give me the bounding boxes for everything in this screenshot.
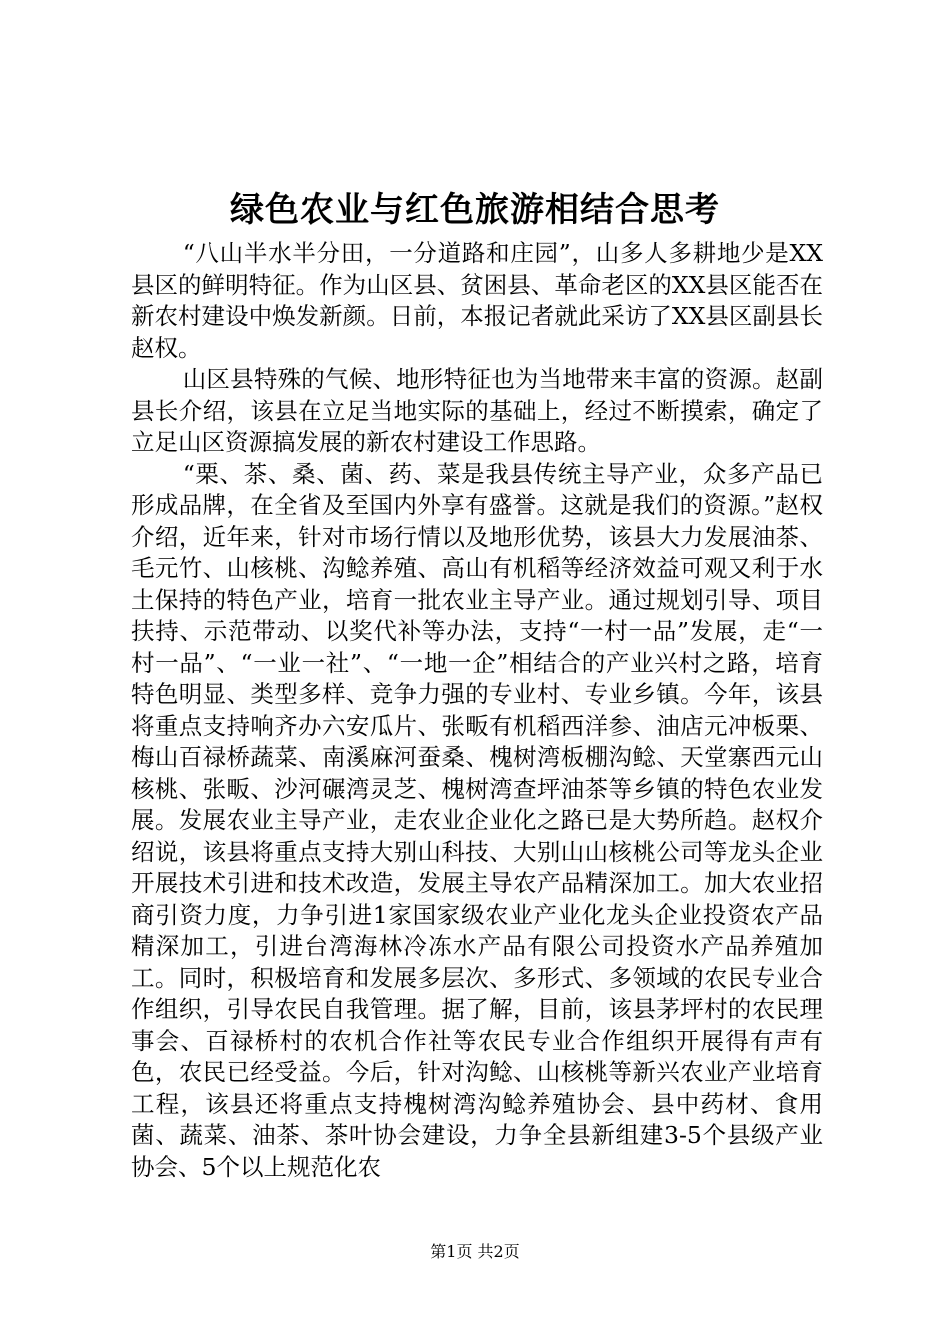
- document-title: 绿色农业与红色旅游相结合思考: [230, 190, 720, 230]
- page-number: 第1页 共2页: [430, 1242, 520, 1261]
- paragraph-intro: “八山半水半分田，一分道路和庄园”，山多人多耕地少是XX县区的鲜明特征。作为山区县、贫困县、革命老区的XX县区能否在新农村建设中焕发新颜。日前，本报记者就此采访了XX县区副县长赵权。: [131, 239, 823, 362]
- document-body: [131, 238, 823, 1183]
- paragraph-industry: “栗、茶、桑、菌、药、菜是我县传统主导产业，众多产品已形成品牌，在全省及至国内外享有盛誉。这就是我们的资源。”赵权介绍，近年来，针对市场行情以及地形优势，该县大力发展油茶、毛元竹、山核桃、沟鲶养殖、高山有机稻等经济效益可观又利于水土保持的特色产业，培育一批农业主导产业。通过规划引导、项目扶持、示范带动、以奖代补等办法，支持“一村一品”发展，走“一村一品”、“一业一社”、“一地一企”相结合的产业兴村之路，培育特色明显、类型多样、竞争力强的专业村、专业乡镇。今年，该县将重点支持响齐办六安瓜片、张畈有机稻西洋参、油店元冲板栗、梅山百禄桥蔬菜、南溪麻河蚕桑、槐树湾板棚沟鲶、天堂寨西元山核桃、张畈、沙河碾湾灵芝、槐树湾查坪油茶等乡镇的特色农业发展。发展农业主导产业，走农业企业化之路已是大势所趋。赵权介绍说，该县将重点支持大别山科技、大别山山核桃公司等龙头企业开展技术引进和技术改造，发展主导农产品精深加工。加大农业招商引资力度，力争引进1家国家级农业产业化龙头企业投资农产品精深加工，引进台湾海林冷冻水产品有限公司投资水产品养殖加工。同时，积极培育和发展多层次、多形式、多领域的农民专业合作组织，引导农民自我管理。据了解，目前，该县茅坪村的农民理事会、百禄桥村的农机合作社等农民专业合作组织开展得有声有色，农民已经受益。今后，针对沟鲶、山核桃等新兴农业产业培育工程，该县还将重点支持槐树湾沟鲶养殖协会、县中药材、食用菌、蔬菜、油茶、茶叶协会建设，力争全县新组建3-5个县级产业协会、5个以上规范化农: [131, 459, 823, 1181]
- paragraph-resources: 山区县特殊的气候、地形特征也为当地带来丰富的资源。赵副县长介绍，该县在立足当地实际的基础上，经过不断摸索，确定了立足山区资源搞发展的新农村建设工作思路。: [131, 365, 823, 456]
